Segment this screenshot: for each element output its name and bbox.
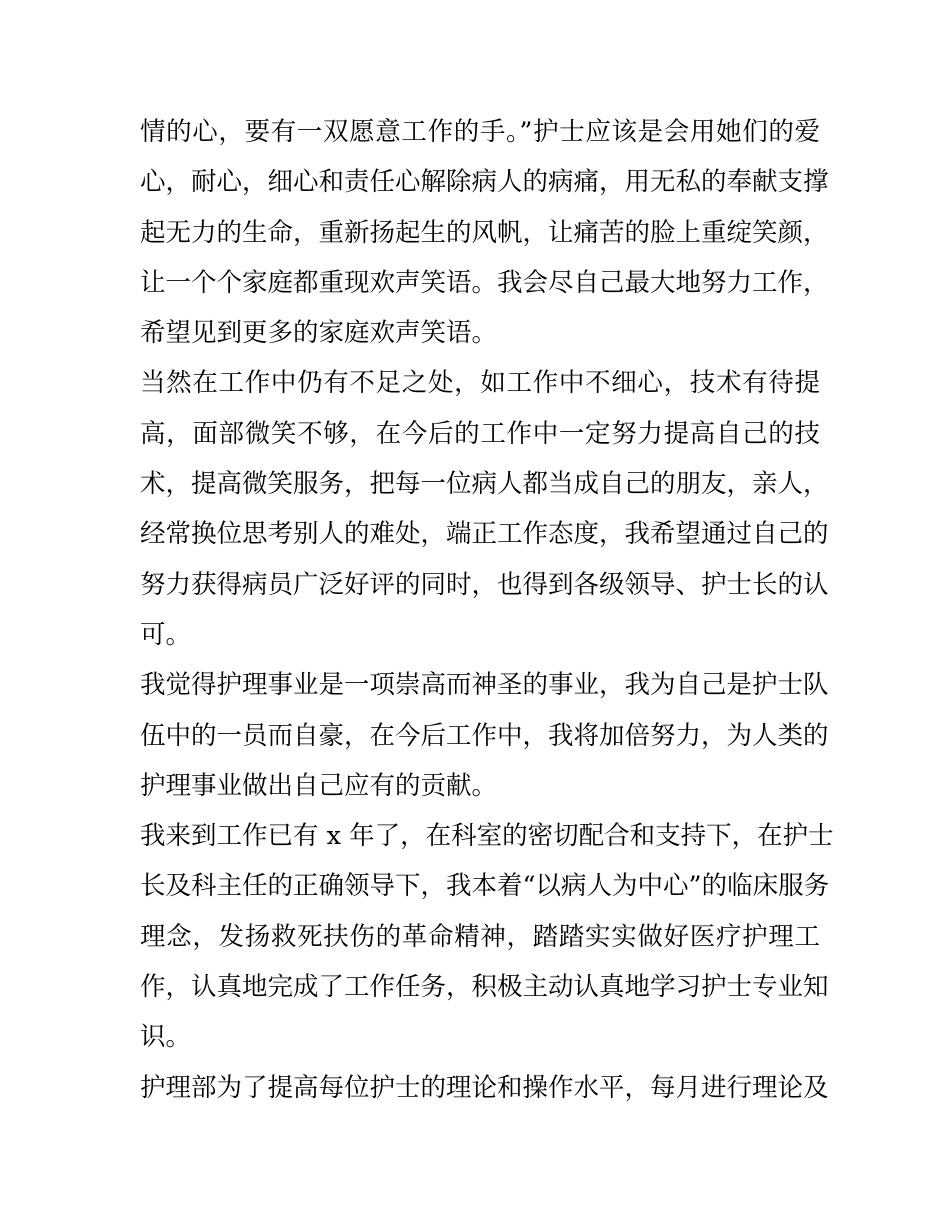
- text-line: 起无力的生命，重新扬起生的风帆，让痛苦的脸上重绽笑颜，: [140, 217, 829, 248]
- text-line: 长及科主任的正确领导下，我本着“以病人为中心”的临床服务: [140, 871, 830, 902]
- text-line: 情的心，要有一双愿意工作的手。”护士应该是会用她们的爱: [140, 117, 820, 147]
- text-line: 希望见到更多的家庭欢声笑语。: [140, 318, 498, 349]
- text-line: 识。: [140, 1022, 192, 1053]
- text-line: 我来到工作已有 x 年了，在科室的密切配合和支持下，在护士: [140, 821, 834, 852]
- text-line: 作，认真地完成了工作任务，积极主动认真地学习护士专业知: [140, 972, 829, 1003]
- text-line: 努力获得病员广泛好评的同时，也得到各级领导、护士长的认: [140, 569, 829, 600]
- paragraph-4: [140, 811, 834, 1062]
- text-line: 经常换位思考别人的难处，端正工作态度，我希望通过自己的: [140, 519, 829, 550]
- text-line: 心，耐心，细心和责任心解除病人的病痛，用无私的奉献支撑: [140, 167, 829, 198]
- text-line: 让一个个家庭都重现欢声笑语。我会尽自己最大地努力工作，: [140, 267, 829, 298]
- text-line: 当然在工作中仍有不足之处，如工作中不细心，技术有待提: [140, 368, 820, 399]
- text-line: 高，面部微笑不够，在今后的工作中一定努力提高自己的技: [140, 418, 820, 449]
- text-line: 理念，发扬救死扶伤的革命精神，踏踏实实做好医疗护理工: [140, 921, 820, 952]
- text-line: 术，提高微笑服务，把每一位病人都当成自己的朋友，亲人，: [140, 469, 829, 500]
- paragraph-3: [140, 660, 829, 811]
- text-line: 伍中的一员而自豪，在今后工作中，我将加倍努力，为人类的: [140, 720, 829, 751]
- paragraph-2: [140, 358, 829, 660]
- text-line: 可。: [140, 619, 192, 650]
- text-line: 护理部为了提高每位护士的理论和操作水平，每月进行理论及: [140, 1072, 829, 1103]
- document-body: [140, 107, 834, 1113]
- text-line: 护理事业做出自己应有的贡献。: [140, 770, 498, 801]
- text-line: 我觉得护理事业是一项崇高而神圣的事业，我为自己是护士队: [140, 670, 829, 701]
- paragraph-1: [140, 107, 829, 358]
- paragraph-5: [140, 1063, 829, 1113]
